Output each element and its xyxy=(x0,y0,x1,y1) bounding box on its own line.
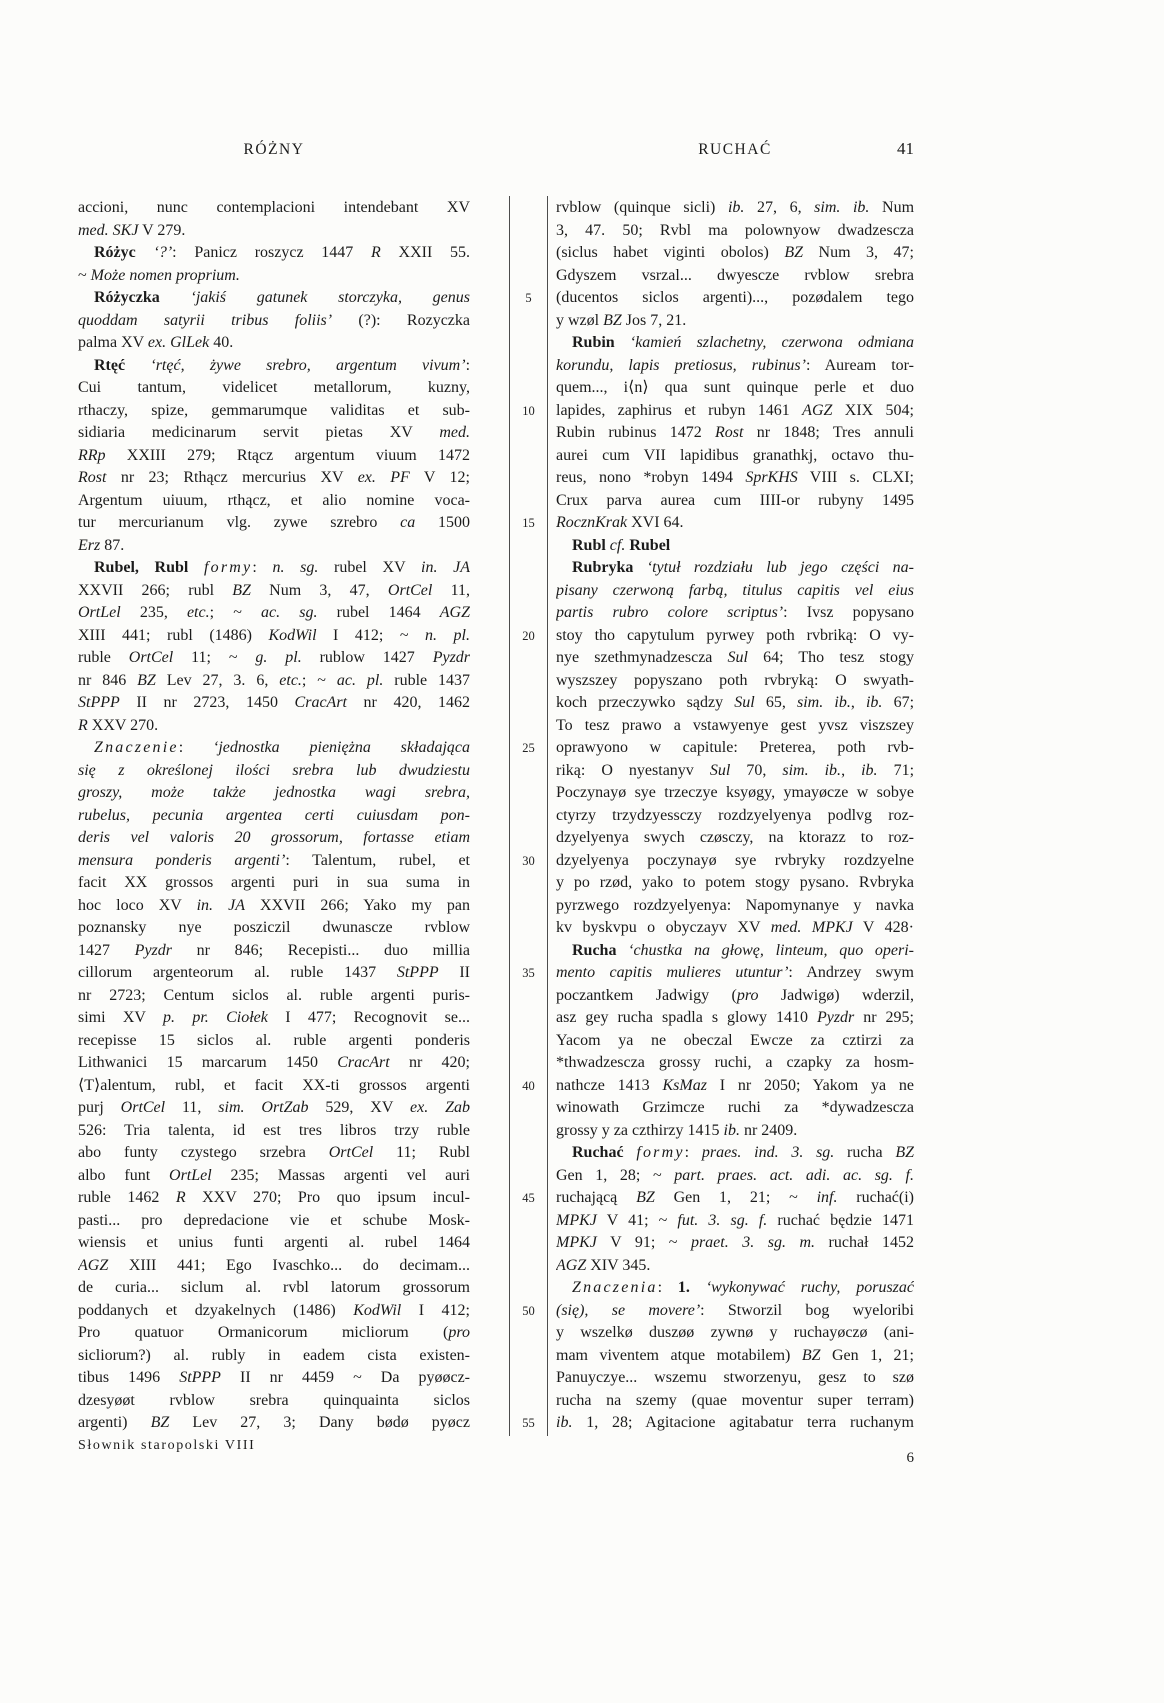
text-line: XIII 441; rubl (1486) KodWil I 412; ~ n. pl. xyxy=(78,626,470,644)
text-line: Różyczka ‘jakiś gatunek storczyka, genus xyxy=(94,289,470,306)
text-line: deris vel valoris 20 grossorum, fortasse etiam xyxy=(78,829,470,846)
line-number: 50 xyxy=(522,1303,535,1318)
text-line: y wszelkø duszøø zywnø y ruchayøczø (ani- xyxy=(556,1324,914,1341)
text-line: albo funt OrtLel 235; Massas argenti vel auri xyxy=(78,1166,470,1184)
text-line: RRp XXIII 279; Rtącz argentum viuum 1472 xyxy=(78,446,470,464)
text-line: Gen 1, 28; ~ part. praes. act. adi. ac. sg. f. xyxy=(556,1166,914,1184)
text-line: de curia... siclum al. rvbl latorum grossorum xyxy=(78,1279,470,1296)
text-line: ruchającą BZ Gen 1, 21; ~ inf. ruchać(i) xyxy=(556,1189,914,1206)
text-line: mensura ponderis argenti’: Talentum, rubel, et xyxy=(78,851,470,869)
text-line: (ducentos siclos argenti)..., pozødalem tego xyxy=(556,289,914,306)
text-line: tibus 1496 StPPP II nr 4459 ~ Da pyøøcz- xyxy=(78,1369,470,1386)
text-line: się z określonej ilości srebra lub dwudziestu xyxy=(78,761,470,779)
text-line: 526: Tria talenta, id est tres libros trzy ruble xyxy=(78,1121,470,1139)
text-line: nathcze 1413 KsMaz I nr 2050; Yakom ya ne xyxy=(556,1076,914,1094)
text-line: Ruchać formy: praes. ind. 3. sg. rucha BZ xyxy=(572,1144,914,1161)
line-number: 35 xyxy=(522,966,535,980)
text-line: Erz 87. xyxy=(78,536,125,554)
text-line: Znaczenia: 1. ‘wykonywać ruchy, poruszać xyxy=(572,1279,914,1296)
text-line: simi XV p. pr. Ciołek I 477; Recognovit se... xyxy=(78,1009,470,1026)
text-line: To tesz prawo a vstawyenye gest yvsz viszszey xyxy=(556,716,914,734)
text-line: Rost nr 23; Rthącz mercurius XV ex. PF V 12; xyxy=(78,469,470,486)
text-line: (się), se movere’: Stworzil bog wyeloribi xyxy=(556,1301,914,1319)
text-line: koch przeczywko sądzy Sul 65, sim. ib., ib. 67; xyxy=(556,694,914,711)
text-line: pisany czerwoną farbą, titulus capitis vel eius xyxy=(556,581,914,599)
line-number-gutter xyxy=(510,197,547,1437)
text-line: ruble OrtCel 11; ~ g. pl. rublow 1427 Pyzdr xyxy=(78,649,470,666)
text-line: facit XX grossos argenti puri in sua suma in xyxy=(78,874,470,891)
text-line: wiensis et unius funti argenti al. rubel 1464 xyxy=(78,1234,470,1251)
text-line: Cui tantum, videlicet metallorum, kuzny, xyxy=(78,379,470,396)
left-column-running-head: RÓŻNY xyxy=(243,141,305,158)
line-number: 10 xyxy=(522,403,535,418)
text-line: y po rzød, yako to potem stogy pysano. Rvbryka xyxy=(556,874,914,891)
text-line: dzesyøøt rvblow srebra quinquainta siclos xyxy=(78,1391,470,1409)
text-line: partis rubro colore scriptus’: Ivsz popysano xyxy=(556,604,914,621)
line-number: 15 xyxy=(522,516,535,530)
text-line: Pro quatuor Ormanicorum micliorum (pro xyxy=(78,1324,470,1341)
sheet-signature-number: 6 xyxy=(906,1450,914,1466)
text-line: winowath Grzimcze ruchi za *dywadzescza xyxy=(556,1099,914,1116)
text-line: asz gey rucha spadla s glowy 1410 Pyzdr nr 295; xyxy=(556,1009,914,1026)
line-number: 30 xyxy=(522,853,535,868)
text-line: palma XV ex. GlLek 40. xyxy=(78,334,234,351)
text-line: aurei cum VII lapidibus granathkj, octavo thu- xyxy=(556,446,914,464)
text-line: Gdyszem vsrzal... dwyescze rvblow srebra xyxy=(556,266,914,284)
text-line: Panuyczye... wszemu stworzenyu, gesz to szø xyxy=(556,1369,914,1386)
text-line: reus, nono *robyn 1494 SprKHS VIII s. CLXI; xyxy=(556,469,914,486)
text-line: Rucha ‘chustka na głowę, linteum, quo operi- xyxy=(572,941,914,959)
text-line: rubelus, pecunia argentea certi cuiusdam pon- xyxy=(78,806,470,824)
text-line: AGZ XIV 345. xyxy=(556,1256,651,1274)
text-line: AGZ XIII 441; Ego Ivaschko... do decimam... xyxy=(78,1256,470,1274)
text-line: ~ Może nomen proprium. xyxy=(78,266,240,284)
line-number: 40 xyxy=(522,1078,535,1093)
text-line: ruble 1462 R XXV 270; Pro quo ipsum incul- xyxy=(78,1189,470,1206)
right-column-running-head: RUCHAĆ xyxy=(698,141,772,158)
text-line: dzyelyenya swych czøsczy, na ktorazz to roz- xyxy=(556,829,914,846)
text-line: *thwadzescza grossy ruchi, a czapky za hosm- xyxy=(556,1054,914,1071)
text-line: 1427 Pyzdr nr 846; Recepisti... duo millia xyxy=(78,941,470,959)
text-line: korundu, lapis pretiosus, rubinus’: Auream tor- xyxy=(556,356,914,374)
line-number: 5 xyxy=(525,291,532,305)
text-line: Rubel, Rubl formy: n. sg. rubel XV in. JA xyxy=(94,559,470,576)
text-line: pasti... pro depredacione vie et schube Mosk- xyxy=(78,1211,470,1229)
text-line: abo funty czystego srzebra OrtCel 11; Rubl xyxy=(78,1144,470,1161)
text-line: purj OrtCel 11, sim. OrtZab 529, XV ex. Zab xyxy=(78,1099,470,1116)
text-line: mam viventem atque motabilem) BZ Gen 1, 21; xyxy=(556,1346,914,1364)
page-number: 41 xyxy=(897,139,914,158)
text-line: accioni, nunc contemplacioni intendebant XV xyxy=(78,199,470,216)
text-line: quem..., i⟨n⟩ qua sunt quinque perle et duo xyxy=(556,379,914,396)
text-line: ⟨T⟩alentum, rubl, et facit XX-ti grossos argenti xyxy=(78,1076,470,1094)
text-line: rvblow (quinque sicli) ib. 27, 6, sim. ib. Num xyxy=(556,199,914,216)
text-line: grossy y za czthirzy 1415 ib. nr 2409. xyxy=(556,1121,798,1139)
text-line: XXVII 266; rubl BZ Num 3, 47, OrtCel 11, xyxy=(78,581,470,599)
text-line: med. SKJ V 279. xyxy=(78,221,186,239)
text-line: MPKJ V 41; ~ fut. 3. sg. f. ruchać będzie 1471 xyxy=(556,1211,914,1229)
line-number: 25 xyxy=(522,741,535,755)
text-line: poddanych et dzyakelnych (1486) KodWil I 412; xyxy=(78,1301,470,1319)
text-line: Rubin rubinus 1472 Rost nr 1848; Tres annuli xyxy=(556,424,914,441)
text-line: StPPP II nr 2723, 1450 CracArt nr 420, 1462 xyxy=(78,694,470,711)
text-line: Rubl cf. Rubel xyxy=(572,536,671,554)
text-line: ib. 1, 28; Agitacione agitabatur terra ruchanym xyxy=(556,1414,914,1431)
line-number: 20 xyxy=(522,628,535,643)
text-line: pyrzwego rozdzyelyenya: Napomynanye y navka xyxy=(556,896,914,914)
text-line: rthaczy, spize, gemmarumque validitas et sub- xyxy=(78,401,470,419)
text-line: Rubryka ‘tytuł rozdziału lub jego części na- xyxy=(572,559,914,576)
text-line: rucha na szemy (quae moventur super terram) xyxy=(556,1391,914,1409)
text-line: RocznKrak XVI 64. xyxy=(556,514,684,531)
text-line: argenti) BZ Lev 27, 3; Dany bødø pyøcz xyxy=(78,1414,470,1431)
text-line: nr 846 BZ Lev 27, 3. 6, etc.; ~ ac. pl. ruble 1437 xyxy=(78,671,470,689)
text-line: quoddam satyrii tribus foliis’ (?): Rozyczka xyxy=(78,311,470,329)
text-line: groszy, może także jednostka wagi srebra, xyxy=(78,784,470,801)
volume-footer-title: Słownik staropolski VIII xyxy=(78,1438,256,1453)
text-line: nye szethmynadzescza Sul 64; Tho tesz stogy xyxy=(556,649,914,666)
text-line: ctyrzy trzydzyessczy rozdzyelyenya podlvg roz- xyxy=(556,806,914,824)
text-line: Rubin ‘kamień szlachetny, czerwona odmiana xyxy=(572,334,914,351)
text-line: y wzøl BZ Jos 7, 21. xyxy=(556,311,687,329)
text-line: stoy tho capytulum pyrwey poth rvbriką: O vy- xyxy=(556,626,914,644)
text-line: riką: O nyestanyv Sul 70, sim. ib., ib. 71; xyxy=(556,761,914,779)
text-line: R XXV 270. xyxy=(78,716,159,734)
text-line: tur mercurianum vlg. zywe szrebro ca 1500 xyxy=(78,514,470,531)
text-line: cillorum argenteorum al. ruble 1437 StPPP II xyxy=(78,964,470,981)
text-line: Różyc ‘?’: Panicz roszycz 1447 R XXII 55. xyxy=(94,244,470,261)
text-line: poczantkem Jadwigy (pro Jadwigø) wderzil, xyxy=(556,986,914,1004)
text-line: Argentum uiuum, rthącz, et alio nomine voca- xyxy=(78,491,470,509)
text-line: oprawyono w capitule: Preterea, poth rvb- xyxy=(556,739,914,756)
text-line: sidiaria medicinarum servit pietas XV med. xyxy=(78,424,470,441)
left-text-column xyxy=(78,197,470,1435)
right-text-column xyxy=(556,197,914,1435)
column-divider-right-rule xyxy=(547,196,548,1436)
text-line: Lithwanici 15 marcarum 1450 CracArt nr 420; xyxy=(78,1054,470,1071)
text-line: lapides, zaphirus et rubyn 1461 AGZ XIX 504; xyxy=(556,401,914,419)
text-line: nr 2723; Centum siclos al. ruble argenti puris- xyxy=(78,986,470,1004)
text-line: OrtLel 235, etc.; ~ ac. sg. rubel 1464 AGZ xyxy=(78,604,470,621)
text-line: poznansky nye posziczil dwunascze rvblow xyxy=(78,919,470,936)
line-number: 45 xyxy=(522,1191,535,1205)
text-line: MPKJ V 91; ~ praet. 3. sg. m. ruchał 1452 xyxy=(556,1234,914,1251)
text-line: Yacom ya ne obeczal Ewcze za cztirzi za xyxy=(556,1031,914,1049)
text-line: Znaczenie: ‘jednostka pieniężna składająca xyxy=(94,739,470,756)
text-line: sicliorum?) al. rubly in eadem cista existen- xyxy=(78,1346,470,1364)
text-line: (siclus habet viginti obolos) BZ Num 3, 47; xyxy=(556,244,914,261)
text-line: Rtęć ‘rtęć, żywe srebro, argentum vivum’: xyxy=(94,356,470,374)
text-line: kv byskvpu o obyczayv XV med. MPKJ V 428· xyxy=(556,919,914,936)
text-line: hoc loco XV in. JA XXVII 266; Yako my pan xyxy=(78,896,470,914)
text-line: wyszszey popyszano poth rvbryką: O swyath- xyxy=(556,671,914,689)
text-line: dzyelyenya poczynayø sye rvbryky rozdzyelne xyxy=(556,851,914,869)
line-number: 55 xyxy=(522,1416,535,1430)
text-line: mento capitis mulieres utuntur’: Andrzey swym xyxy=(556,964,914,981)
text-line: Poczynayø sye trzeczye ksyøgy, ymayøcze w sobye xyxy=(556,784,914,801)
text-line: Crux parva aurea cum IIII-or rubyny 1495 xyxy=(556,491,914,509)
text-line: recepisse 15 siclos al. ruble argenti ponderis xyxy=(78,1031,470,1049)
text-line: 3, 47. 50; Rvbl ma polownyow dwadzescza xyxy=(556,221,914,239)
